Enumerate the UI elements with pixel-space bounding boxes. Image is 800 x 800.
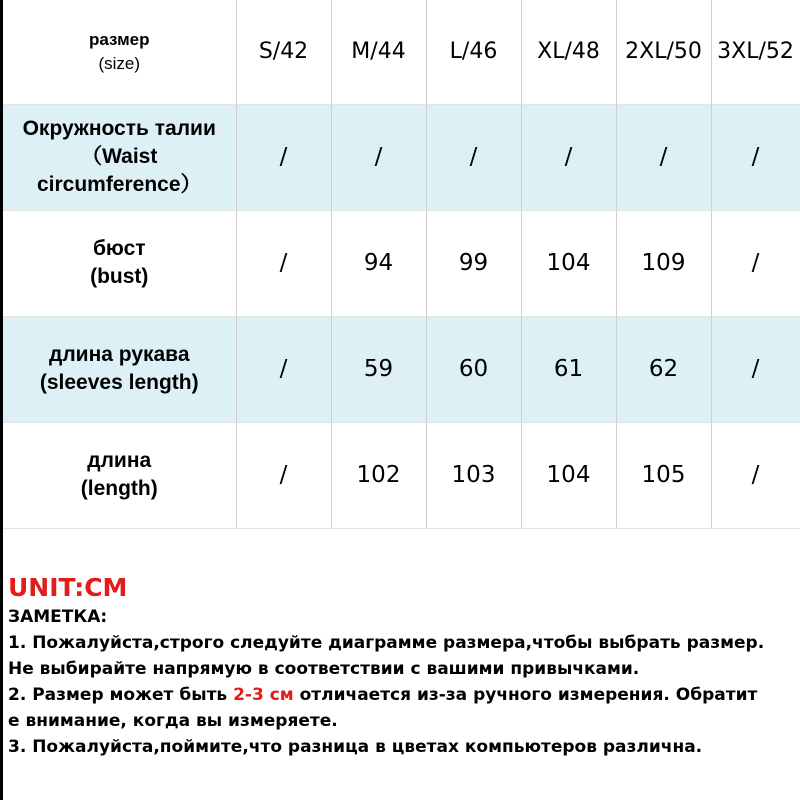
table-cell: 99 <box>426 210 521 316</box>
notes-section <box>8 572 798 760</box>
table-cell: / <box>236 316 331 422</box>
table-cell: / <box>711 104 800 210</box>
size-label-ru: размер <box>89 29 150 49</box>
note-line-3 <box>8 682 798 708</box>
table-cell: 104 <box>521 210 616 316</box>
row-label-line: Окружность талии <box>22 117 216 140</box>
size-header: XL/48 <box>521 0 616 104</box>
table-cell: / <box>711 210 800 316</box>
table-cell: 103 <box>426 422 521 528</box>
note-line-5: 3. Пожалуйста,поймите,что разница в цветах компьютеров различна. <box>8 737 703 757</box>
table-cell: / <box>331 104 426 210</box>
table-cell: / <box>236 422 331 528</box>
row-label-line: длина рукава <box>48 343 190 366</box>
table-cell: 59 <box>331 316 426 422</box>
row-label-line: circumference） <box>36 173 202 196</box>
table-cell: 102 <box>331 422 426 528</box>
table-cell: / <box>711 422 800 528</box>
table-cell: 61 <box>521 316 616 422</box>
size-header: S/42 <box>236 0 331 104</box>
row-label <box>3 316 236 422</box>
row-label-line: (sleeves length) <box>39 371 199 394</box>
size-header-label <box>3 0 236 104</box>
note-line-4: е внимание, когда вы измеряете. <box>8 711 338 731</box>
table-cell: / <box>236 104 331 210</box>
note-line-2: Не выбирайте напрямую в соответствии с вашими привычками. <box>8 659 640 679</box>
tolerance-highlight: 2-3 см <box>233 685 294 705</box>
row-label-line: (bust) <box>90 265 149 288</box>
table-row-bust <box>3 210 800 316</box>
table-row-length <box>3 422 800 528</box>
note-line-3-start: 2. Размер может быть <box>8 685 234 705</box>
unit-label: UNIT:CM <box>8 573 128 602</box>
row-label <box>3 210 236 316</box>
row-label <box>3 104 236 210</box>
table-cell: 60 <box>426 316 521 422</box>
notes-title: ЗАМЕТКА: <box>8 607 108 627</box>
size-header: 2XL/50 <box>616 0 711 104</box>
row-label <box>3 422 236 528</box>
table-cell: 62 <box>616 316 711 422</box>
table-row-sleeves <box>3 316 800 422</box>
size-header: 3XL/52 <box>711 0 800 104</box>
header-row <box>3 0 800 104</box>
table-cell: 94 <box>331 210 426 316</box>
row-label-line: длина <box>87 449 152 472</box>
row-label-line: (length) <box>80 477 158 500</box>
table-cell: / <box>236 210 331 316</box>
table-cell: 109 <box>616 210 711 316</box>
size-header: L/46 <box>426 0 521 104</box>
size-header: M/44 <box>331 0 426 104</box>
note-line-1: 1. Пожалуйста,строго следуйте диаграмме размера,чтобы выбрать размер. <box>8 633 765 653</box>
table-cell: 104 <box>521 422 616 528</box>
table-cell: 105 <box>616 422 711 528</box>
row-label-line: бюст <box>92 237 146 260</box>
table-cell: / <box>616 104 711 210</box>
table-cell: / <box>426 104 521 210</box>
table-row-waist <box>3 104 800 210</box>
size-label-en: (size) <box>98 53 141 73</box>
note-line-3-end: отличается из-за ручного измерения. Обратит <box>293 685 758 705</box>
table-cell: / <box>711 316 800 422</box>
size-chart-table <box>3 0 800 529</box>
table-cell: / <box>521 104 616 210</box>
row-label-line: （Waist <box>81 145 158 168</box>
